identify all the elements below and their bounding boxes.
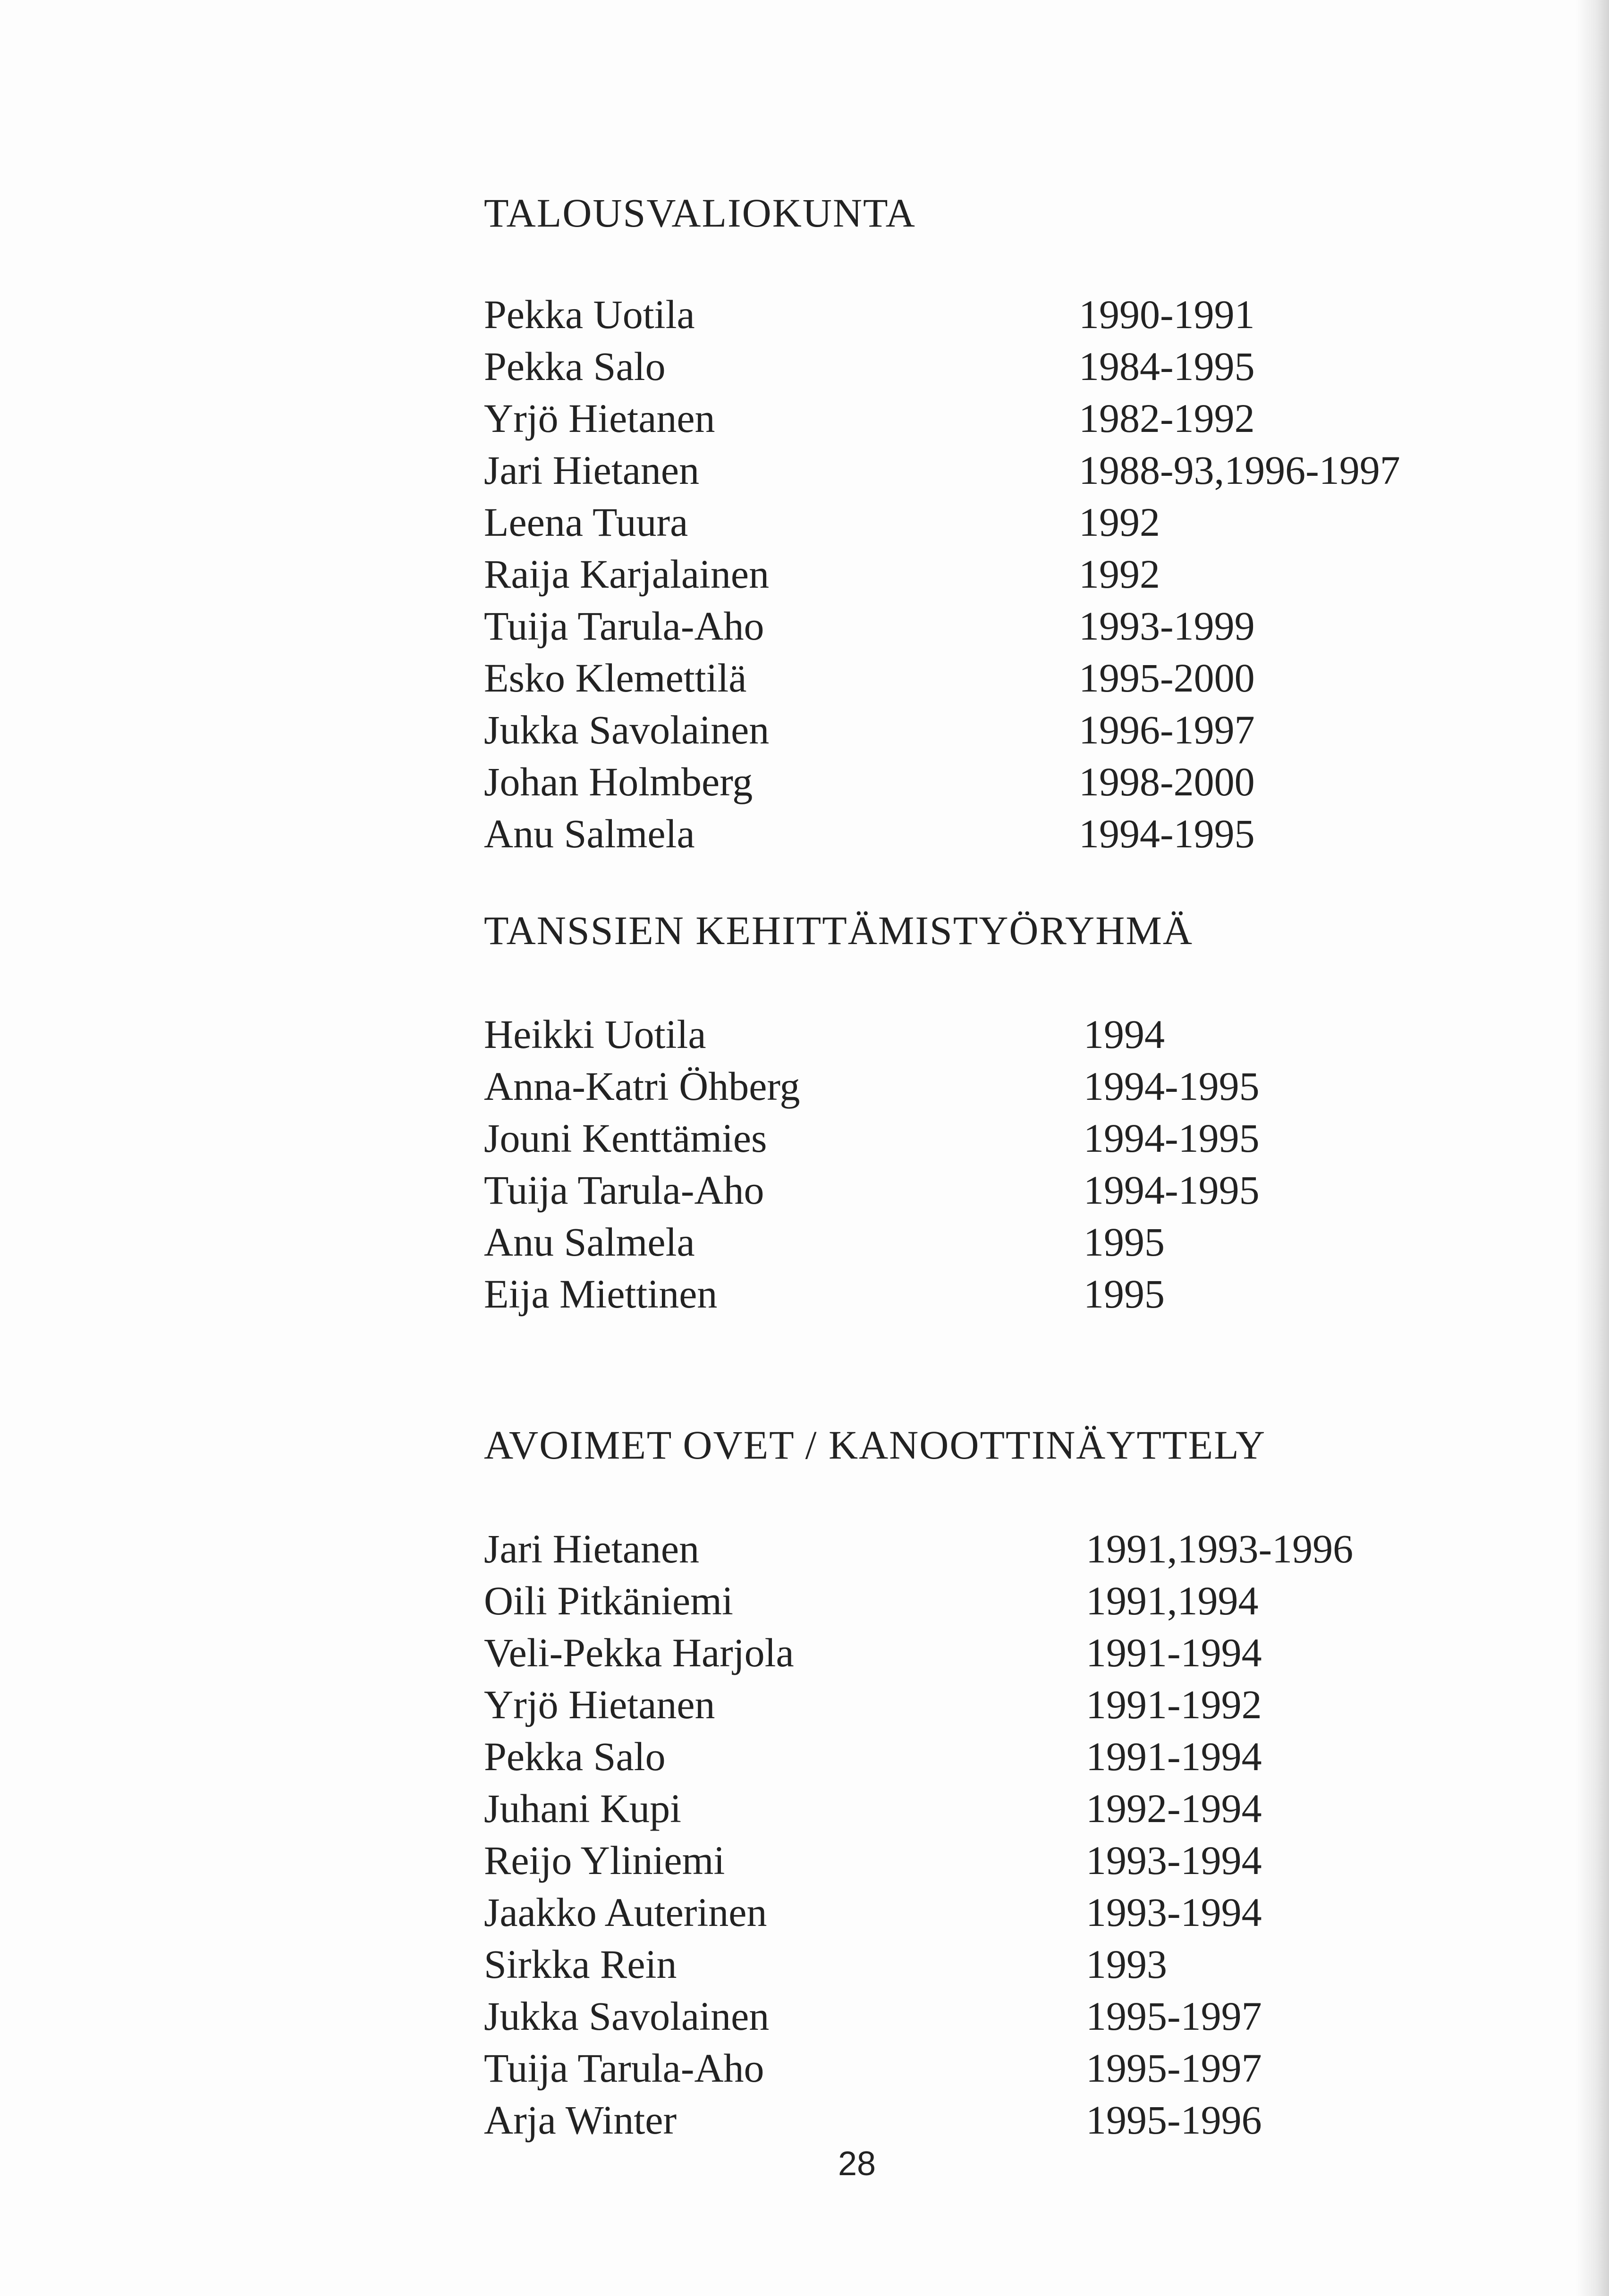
member-name: Jaakko Auterinen bbox=[484, 1890, 767, 1935]
list-item bbox=[0, 603, 1609, 658]
member-name: Jari Hietanen bbox=[484, 447, 700, 493]
member-years: 1995-1996 bbox=[1086, 2097, 1262, 2143]
member-name: Sirkka Rein bbox=[484, 1941, 677, 1987]
member-name: Yrjö Hietanen bbox=[484, 396, 715, 441]
member-name: Jouni Kenttämies bbox=[484, 1115, 767, 1161]
member-years: 1984-1995 bbox=[1079, 344, 1255, 389]
member-years: 1993-1994 bbox=[1086, 1890, 1262, 1935]
member-name: Tuija Tarula-Aho bbox=[484, 2045, 764, 2091]
member-years: 1996-1997 bbox=[1079, 707, 1255, 752]
list-item bbox=[0, 1271, 1609, 1325]
member-name: Eija Miettinen bbox=[484, 1271, 718, 1317]
member-name: Anna-Katri Öhberg bbox=[484, 1064, 800, 1109]
member-years: 1994-1995 bbox=[1084, 1167, 1260, 1213]
page-number: 28 bbox=[838, 2145, 876, 2183]
member-name: Tuija Tarula-Aho bbox=[484, 1167, 764, 1213]
list-item bbox=[0, 1941, 1609, 1996]
list-item bbox=[0, 398, 1609, 450]
list-item bbox=[0, 1632, 1609, 1684]
member-years: 1994-1995 bbox=[1079, 811, 1255, 856]
member-years: 1993-1999 bbox=[1079, 603, 1255, 649]
list-item bbox=[0, 1219, 1609, 1274]
member-name: Arja Winter bbox=[484, 2097, 677, 2143]
member-name: Juhani Kupi bbox=[484, 1786, 682, 1831]
member-name: Leena Tuura bbox=[484, 499, 688, 545]
list-item bbox=[0, 499, 1609, 554]
member-years: 1994-1995 bbox=[1084, 1064, 1260, 1109]
member-years: 1991,1993-1996 bbox=[1086, 1526, 1354, 1571]
member-name: Jukka Savolainen bbox=[484, 707, 770, 752]
list-item bbox=[0, 1066, 1609, 1118]
member-name: Pekka Uotila bbox=[484, 292, 695, 337]
member-years: 1995-1997 bbox=[1086, 2045, 1262, 2091]
member-years: 1995-2000 bbox=[1079, 655, 1255, 701]
list-item bbox=[0, 813, 1609, 865]
member-years: 1994 bbox=[1084, 1012, 1165, 1057]
list-item bbox=[0, 2045, 1609, 2100]
member-name: Tuija Tarula-Aho bbox=[484, 603, 764, 649]
member-name: Pekka Salo bbox=[484, 344, 666, 389]
list-item bbox=[0, 1580, 1609, 1632]
list-item bbox=[0, 294, 1609, 346]
member-years: 1995 bbox=[1084, 1219, 1165, 1265]
list-item bbox=[0, 447, 1609, 502]
member-years: 1992 bbox=[1079, 499, 1160, 545]
list-item bbox=[0, 1736, 1609, 1788]
section-title-avoimet-ovet: AVOIMET OVET / KANOOTTINÄYTTELY bbox=[484, 1422, 1266, 1468]
member-years: 1988-93,1996-1997 bbox=[1079, 447, 1400, 493]
member-years: 1992 bbox=[1079, 551, 1160, 597]
list-item bbox=[0, 1528, 1609, 1580]
member-name: Pekka Salo bbox=[484, 1734, 666, 1779]
member-years: 1998-2000 bbox=[1079, 759, 1255, 804]
list-item bbox=[0, 709, 1609, 761]
member-name: Reijo Yliniemi bbox=[484, 1838, 725, 1883]
list-item bbox=[0, 551, 1609, 606]
member-name: Johan Holmberg bbox=[484, 759, 753, 804]
member-name: Esko Klemettilä bbox=[484, 655, 747, 701]
member-name: Oili Pitkäniemi bbox=[484, 1578, 733, 1623]
member-years: 1991-1994 bbox=[1086, 1734, 1262, 1779]
member-name: Yrjö Hietanen bbox=[484, 1682, 715, 1727]
list-item bbox=[0, 1167, 1609, 1222]
section-title-talousvaliokunta: TALOUSVALIOKUNTA bbox=[484, 190, 916, 236]
member-years: 1993 bbox=[1086, 1941, 1167, 1987]
list-item bbox=[0, 655, 1609, 709]
member-years: 1995 bbox=[1084, 1271, 1165, 1317]
member-name: Jari Hietanen bbox=[484, 1526, 700, 1571]
list-item bbox=[0, 1840, 1609, 1892]
member-years: 1993-1994 bbox=[1086, 1838, 1262, 1883]
list-item bbox=[0, 1115, 1609, 1170]
member-name: Anu Salmela bbox=[484, 1219, 695, 1265]
list-item bbox=[0, 1993, 1609, 2048]
list-item bbox=[0, 1788, 1609, 1840]
member-years: 1994-1995 bbox=[1084, 1115, 1260, 1161]
member-years: 1991-1994 bbox=[1086, 1630, 1262, 1675]
member-years: 1992-1994 bbox=[1086, 1786, 1262, 1831]
member-years: 1982-1992 bbox=[1079, 396, 1255, 441]
member-name: Heikki Uotila bbox=[484, 1012, 706, 1057]
list-item bbox=[0, 1014, 1609, 1066]
member-name: Anu Salmela bbox=[484, 811, 695, 856]
member-years: 1995-1997 bbox=[1086, 1993, 1262, 2039]
list-item bbox=[0, 346, 1609, 398]
list-item bbox=[0, 1684, 1609, 1736]
member-name: Jukka Savolainen bbox=[484, 1993, 770, 2039]
list-item bbox=[0, 1892, 1609, 1944]
member-years: 1991,1994 bbox=[1086, 1578, 1259, 1623]
section-title-tanssien-kehittamistyoryhma: TANSSIEN KEHITTÄMISTYÖRYHMÄ bbox=[484, 908, 1193, 953]
member-years: 1991-1992 bbox=[1086, 1682, 1262, 1727]
member-name: Veli-Pekka Harjola bbox=[484, 1630, 794, 1675]
member-name: Raija Karjalainen bbox=[484, 551, 770, 597]
list-item bbox=[0, 2097, 1609, 2152]
member-years: 1990-1991 bbox=[1079, 292, 1255, 337]
list-item bbox=[0, 761, 1609, 813]
